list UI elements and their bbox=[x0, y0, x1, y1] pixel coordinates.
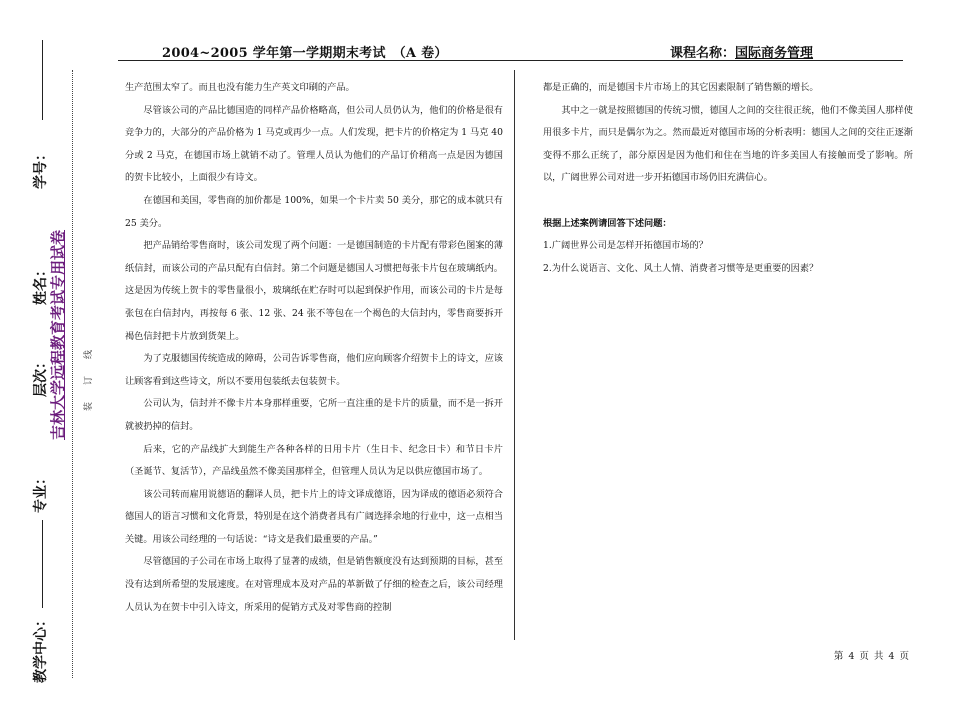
question-item: 1.广阔世界公司是怎样开拓德国市场的？ bbox=[543, 240, 708, 252]
header-rule bbox=[118, 60, 903, 61]
paragraph: 尽管德国的子公司在市场上取得了显著的成绩，但是销售额度没有达到预期的目标，甚至没有达到所希望的发展速度。在对管理成本及对产品的革新做了仔细的检查之后，该公司经理人员认为在贺卡中引入诗文，所采用的促销方式及对零售商的控制 bbox=[125, 556, 503, 613]
paragraph: 为了克服德国传统造成的障碍，公司告诉零售商，他们应向顾客介绍贺卡上的诗文，应该让顾客看到这些诗文，所以不要用包装纸去包装贺卡。 bbox=[125, 353, 503, 387]
name-label: 姓名： bbox=[33, 263, 49, 305]
right-column bbox=[543, 77, 913, 280]
binding-line-lower bbox=[42, 520, 43, 608]
school-exam-line: 吉林大学远程教育考试专用试卷 bbox=[49, 229, 67, 440]
course-label: 课程名称： bbox=[670, 46, 736, 61]
level-label: 层次： bbox=[33, 355, 49, 397]
major-label: 专业： bbox=[33, 471, 49, 513]
paragraph: 尽管该公司的产品比德国造的同样产品价格略高，但公司人员仍认为，他们的价格是很有竞争力的，大部分的产品价格为 1 马克或再少一点。人们发现，把卡片的价格定为 1 马克 40 分或 2 马克，在德国市场上就销不动了。管理人员认为他们的产品订价稍高一点是因为德国的贺卡比较小，上面很少有诗文。 bbox=[125, 104, 503, 184]
paragraph: 后来，它的产品线扩大到能生产各种各样的日用卡片（生日卡、纪念日卡）和节日卡片（圣诞节、复活节），产品线虽然不像美国那样全，但管理人员认为足以供应德国市场了。 bbox=[125, 443, 503, 478]
course-name: 国际商务管理 bbox=[735, 46, 814, 61]
center-label: 教学中心： bbox=[33, 613, 49, 683]
paragraph: 公司认为，信封并不像卡片本身那样重要，它所一直注重的是卡片的质量，而不是一拆开就被扔掉的信封。 bbox=[125, 398, 503, 432]
student-no-label: 学号： bbox=[33, 147, 49, 189]
binding-line-top bbox=[42, 40, 43, 120]
binding-dotted-line bbox=[72, 70, 73, 678]
question-item: 2.为什么说语言、文化、风土人情、消费者习惯等是更重要的因素？ bbox=[543, 262, 819, 274]
question-heading: 根据上述案例请回答下述问题： bbox=[543, 217, 672, 229]
paragraph: 都是正确的，而是德国卡片市场上的其它因素限制了销售额的增长。 bbox=[543, 82, 819, 93]
left-column bbox=[125, 77, 503, 619]
exam-header bbox=[80, 38, 960, 62]
page-number: 第 4 页 共 4 页 bbox=[833, 651, 910, 662]
column-separator bbox=[514, 70, 515, 640]
paragraph: 其中之一就是按照德国的传统习惯，德国人之间的交往很正统，他们不像美国人那样使用很多卡片，而只是偶尔为之。然而最近对德国市场的分析表明：德国人之间的交往正逐渐变得不那么正统了，部分原因是因为他们和住在当地的许多美国人有接触而受了影响。所以，广阔世界公司对进一步开拓德国市场仍旧充满信心。 bbox=[543, 104, 913, 184]
exam-title: 2004~2005 学年第一学期期末考试 （A 卷） bbox=[162, 46, 448, 61]
paragraph: 生产范围太窄了。而且也没有能力生产英文印刷的产品。 bbox=[125, 82, 355, 93]
paragraph: 把产品销给零售商时，该公司发现了两个问题：一是德国制造的卡片配有带彩色图案的薄纸信封，而该公司的产品只配有白信封。第二个问题是德国人习惯把每张卡片包在玻璃纸内。这是因为传统上贺卡的零售量很小，玻璃纸在贮存时可以起到保护作用，而该公司的卡片是每张包在白信封内，再按每 6 张、12 张、24 张不等包在一个褐色的大信封内，零售商要拆开褐色信封把卡片放到货架上。 bbox=[125, 240, 503, 342]
paragraph: 在德国和美国，零售商的加价都是 100%，如果一个卡片卖 50 美分，那它的成本就只有 25 美分。 bbox=[125, 194, 503, 229]
paragraph: 该公司转而雇用说德语的翻译人员，把卡片上的诗文译成德语，因为译成的德语必须符合德国人的语言习惯和文化背景，特别是在这个消费者具有广阔选择余地的行业中，这一点相当关键。用该公司经理的一句话说：“诗文是我们最重要的产品。” bbox=[125, 488, 503, 545]
course-title bbox=[670, 42, 813, 61]
seal-line-text: 装 订 线 bbox=[84, 345, 94, 411]
